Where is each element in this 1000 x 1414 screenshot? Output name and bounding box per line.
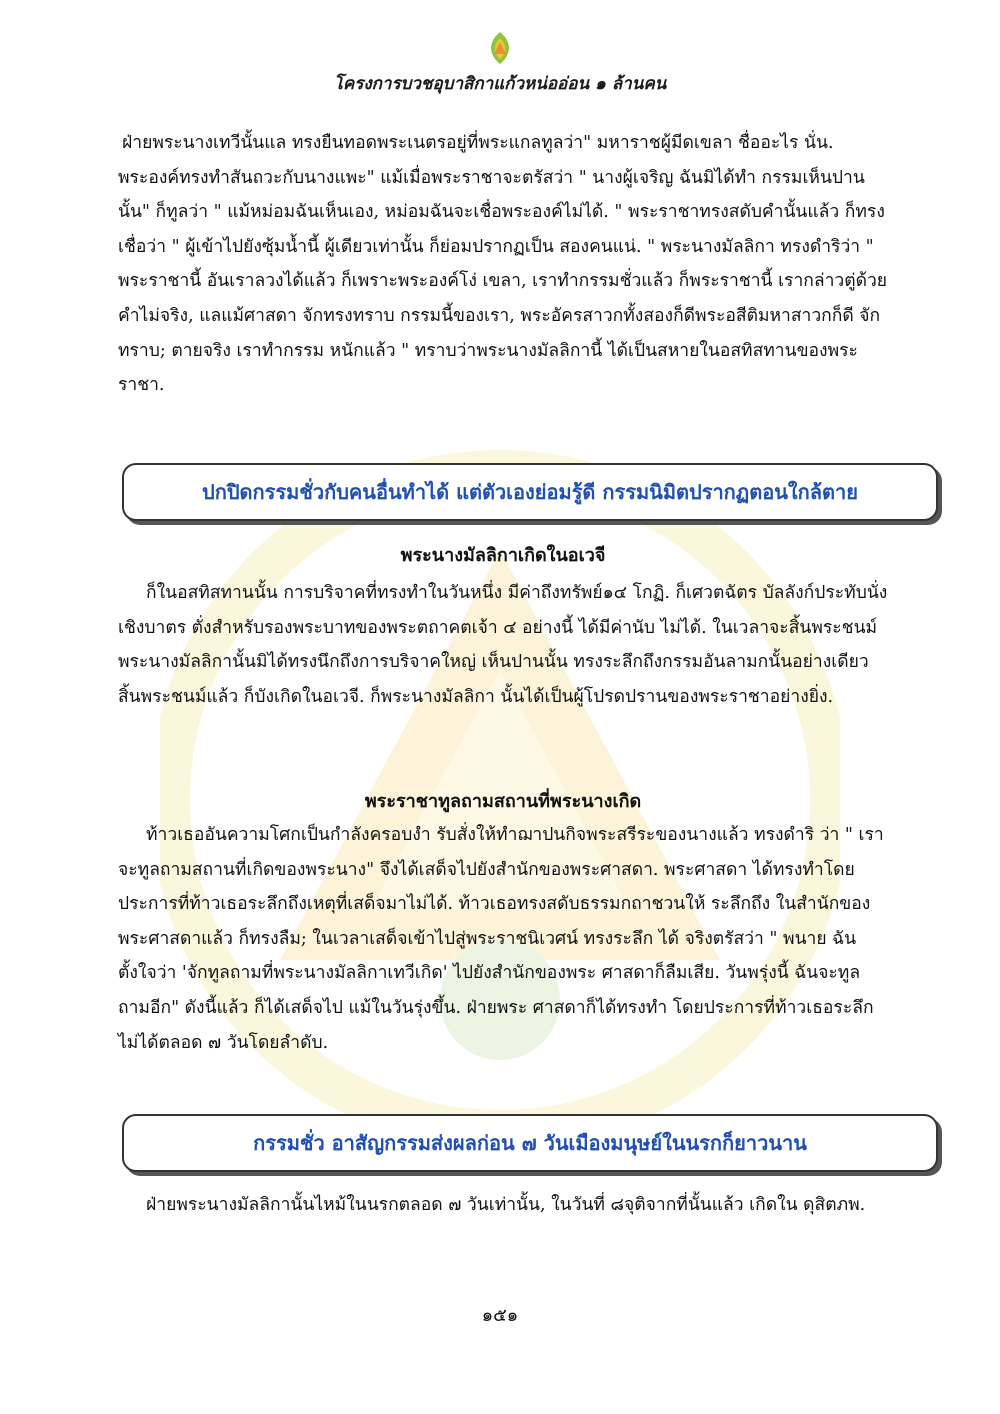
paragraph-1: ฝ่ายพระนางเทวีนั้นแล ทรงยืนทอดพระเนตรอยู่ที่พระแกลทูลว่า" มหาราชผู้มีดเขลา ชื่ออะไร นั่น. พระองค์ทรงทำสันถวะกับนางแพะ" แม้เมื่อพระราชาจะตรัสว่า " นางผู้เจริญ ฉันมิได้ทำ กรรมเห็นปานนั้น" ก็ทูลว่า " แม้หม่อมฉันเห็นเอง, หม่อมฉันจะเชื่อพระองค์ไม่ได้. " พระราชาทรงสดับคำนั้นแล้ว ก็ทรงเชื่อว่า " ผู้เข้าไปยังซุ้มน้ำนี้ ผู้เดียวเท่านั้น ก็ย่อมปรากฏเป็น สองคนแน่. " พระนางมัลลิกา ทรงดำริว่า " พระราชานี้ อันเราลวงได้แล้ว ก็เพราะพระองค์โง่ เขลา, เราทำกรรมชั่วแล้ว ก็พระราชานี้ เรากล่าวตู่ด้วยคำไม่จริง, แลแม้ศาสดา จักทรงทราบ กรรมนี้ของเรา, พระอัครสาวกทั้งสองก็ดีพระอสีติมหาสาวกก็ดี จักทราบ; ตายจริง เราทำกรรม หนักแล้ว " ทราบว่าพระนางมัลลิกานี้ ได้เป็นสหายในอสทิสทานของพระราชา. [118, 133, 888, 396]
logo-icon [483, 30, 517, 68]
subheading-2: พระราชาทูลถามสถานที่พระนางเกิด [364, 791, 642, 812]
page-number: ๑๕๑ [481, 1305, 519, 1326]
paragraph-2: ก็ในอสทิสทานนั้น การบริจาคที่ทรงทำในวันหนึ่ง มีค่าถึงทรัพย์๑๔ โกฏิ. ก็เศวตฉัตร บัลลังก์ประทับนั่ง เชิงบาตร ตั่งสำหรับรองพระบาทของพระตถาคตเจ้า ๔ อย่างนี้ ได้มีค่านับ ไม่ได้. ในเวลาจะสิ้นพระชนม์ พระนางมัลลิกานั้นมิได้ทรงนึกถึงการบริจาคใหญ่ เห็นปานนั้น ทรงระลึกถึงกรรมอันลามกนั้นอย่างเดียว สิ้นพระชนม์แล้ว ก็บังเกิดในอเวจี. ก็พระนางมัลลิกา นั้นได้เป็นผู้โปรดปรานของพระราชาอย่างยิ่ง. [118, 583, 888, 707]
paragraph-3: ท้าวเธออันความโศกเป็นกำลังครอบงำ รับสั่งให้ทำฌาปนกิจพระสรีระของนางแล้ว ทรงดำริ ว่า " เราจะทูลถามสถานที่เกิดของพระนาง" จึงได้เสด็จไปยังสำนักของพระศาสดา. พระศาสดา ได้ทรงทำโดยประการที่ท้าวเธอระลึกถึงเหตุที่เสด็จมาไม่ได้. ท้าวเธอทรงสดับธรรมกถาชวนให้ ระลึกถึง ในสำนักของพระศาสดาแล้ว ก็ทรงลืม; ในเวลาเสด็จเข้าไปสู่พระราชนิเวศน์ ทรงระลึก ได้ จริงตรัสว่า " พนาย ฉันตั้งใจว่า 'จักทูลถามที่พระนางมัลลิกาเทวีเกิด' ไปยังสำนักของพระ ศาสดาก็ลืมเสีย. วันพรุ่งนี้ ฉันจะทูลถามอีก" ดังนี้แล้ว ก็ได้เสด็จไป แม้ในวันรุ่งขึ้น. ฝ่ายพระ ศาสดาก็ได้ทรงทำ โดยประการที่ท้าวเธอระลึกไม่ได้ตลอด ๗ วันโดยลำดับ. [118, 825, 884, 1053]
callout-box-2: กรรมชั่ว อาสัญกรรมส่งผลก่อน ๗ วันเมืองมนุษย์ในนรกก็ยาวนาน [122, 1114, 938, 1172]
paragraph-4: ฝ่ายพระนางมัลลิกานั้นไหม้ในนรกตลอด ๗ วันเท่านั้น, ในวันที่ ๘จุติจากที่นั้นแล้ว เกิดใน ดุสิตภพ. [146, 1195, 866, 1215]
document-header-title: โครงการบวชอุบาสิกาแก้วหน่ออ่อน ๑ ล้านคน [333, 74, 667, 94]
subheading-1: พระนางมัลลิกาเกิดในอเวจี [400, 545, 606, 566]
callout-box-1: ปกปิดกรรมชั่วกับคนอื่นทำได้ แต่ตัวเองย่อมรู้ดี กรรมนิมิตปรากฏตอนใกล้ตาย [122, 463, 938, 521]
